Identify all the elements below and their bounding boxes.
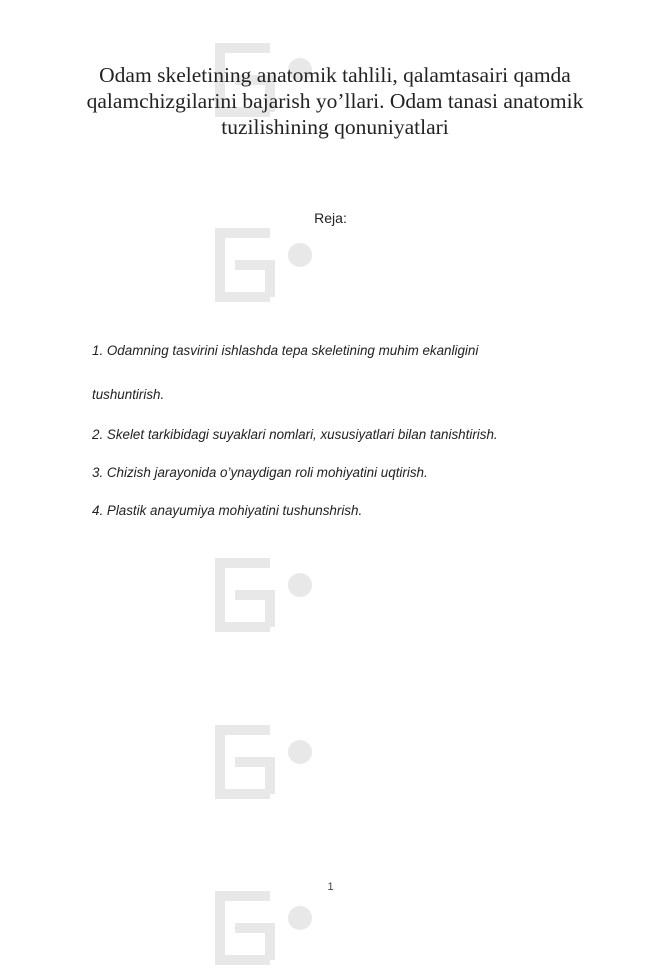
title-line: tuzilishining qonuniyatlari xyxy=(221,115,449,139)
document-title xyxy=(70,62,600,140)
title-line: qalamchizgilarini bajarish yo’llari. Odam tanasi anatomik xyxy=(86,89,584,113)
plan-item: 3. Chizish jarayonida o’ynaydigan roli mohiyatini uqtirish. xyxy=(92,465,428,480)
watermark-logo-icon xyxy=(200,722,330,802)
watermark-logo-icon xyxy=(200,555,330,635)
watermark-logo-icon xyxy=(200,225,330,305)
plan-item: 2. Skelet tarkibidagi suyaklari nomlari, xususiyatlari bilan tanishtirish. xyxy=(92,427,498,442)
page-number: 1 xyxy=(327,881,334,893)
watermark-logo-icon xyxy=(200,888,330,968)
plan-item: tushuntirish. xyxy=(92,387,165,402)
title-line: Odam skeletining anatomik tahlili, qalamtasairi qamda xyxy=(99,63,571,87)
plan-item: 4. Plastik anayumiya mohiyatini tushunshrish. xyxy=(92,503,363,518)
plan-heading: Reja: xyxy=(314,210,347,226)
plan-item: 1. Odamning tasvirini ishlashda tepa skeletining muhim ekanligini xyxy=(92,343,479,358)
